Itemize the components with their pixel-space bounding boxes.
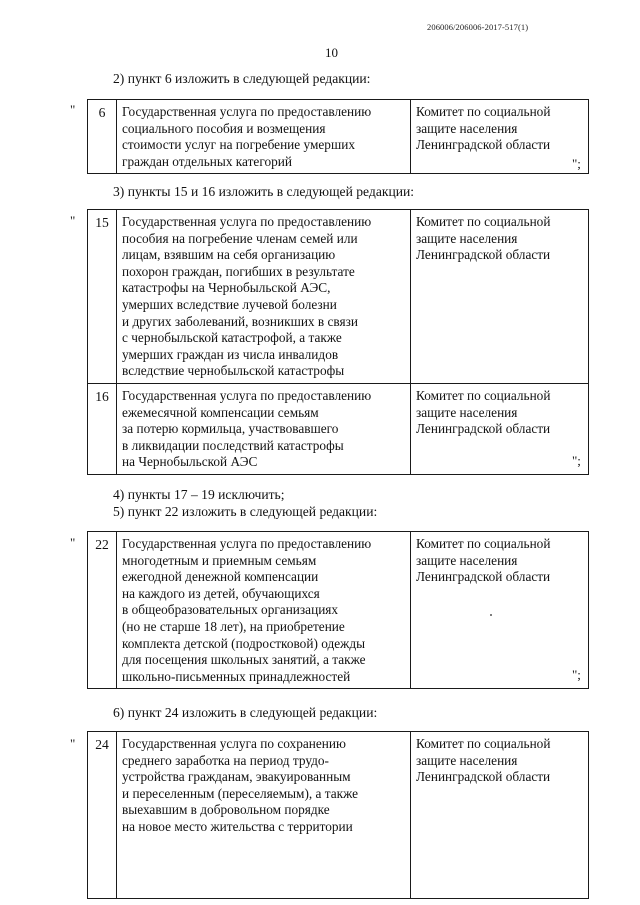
instruction-item-6: 6) пункт 24 изложить в следующей редакции:: [113, 705, 378, 720]
closing-quote: ";: [572, 453, 581, 468]
responsible-agency: [411, 383, 589, 474]
table-row: [88, 210, 589, 384]
description-line: стоимости услуг на погребение умерших: [122, 137, 355, 153]
agency-line: защите населения: [416, 404, 518, 420]
closing-quote: ";: [572, 156, 581, 171]
description-line: похорон граждан, погибших в результате: [122, 263, 355, 279]
table-row: [88, 383, 589, 474]
amendment-table-items-15-16: [87, 209, 589, 475]
instruction-item-3: 3) пункты 15 и 16 изложить в следующей редакции:: [113, 184, 415, 199]
description-line: вследствие чернобыльской катастрофы: [122, 363, 345, 379]
opening-quote: ": [70, 736, 76, 751]
description-line: (но не старше 18 лет), на приобретение: [122, 618, 345, 634]
instruction-item-2: 2) пункт 6 изложить в следующей редакции:: [113, 71, 371, 86]
description-line: в общеобразовательных организациях: [122, 602, 339, 618]
description-line: на каждого из детей, обучающихся: [122, 585, 320, 601]
responsible-agency: [411, 532, 589, 689]
description-line: Государственная услуга по предоставлению: [122, 387, 372, 403]
description-line: в ликвидации последствий катастрофы: [122, 437, 344, 453]
document-id: 206006/206006-2017-517(1): [427, 22, 529, 32]
description-line: ежемесячной компенсации семьям: [122, 404, 319, 420]
instruction-item-5: 5) пункт 22 изложить в следующей редакции:: [113, 504, 378, 519]
description-line: Государственная услуга по предоставлению: [122, 536, 372, 551]
description-line: многодетным и приемным семьям: [122, 552, 317, 568]
opening-quote: ": [70, 213, 76, 228]
description-line: умерших граждан из числа инвалидов: [122, 346, 339, 362]
agency-line: защите населения: [416, 752, 518, 768]
agency-line: Комитет по социальной: [416, 214, 551, 229]
service-description: [117, 732, 411, 899]
description-line: школьно-письменных принадлежностей: [122, 668, 351, 684]
scan-speck: [490, 614, 492, 616]
service-description: [117, 383, 411, 474]
service-description: [117, 532, 411, 689]
description-line: пособия на погребение членам семей или: [122, 230, 358, 246]
responsible-agency: [411, 732, 589, 899]
description-line: устройства гражданам, эвакуированным: [122, 769, 351, 785]
agency-line: Ленинградской области: [416, 769, 551, 785]
item-number: 6: [88, 100, 117, 174]
description-line: и других заболеваний, возникших в связи: [122, 313, 358, 329]
responsible-agency: [411, 100, 589, 174]
agency-line: Ленинградской области: [416, 137, 551, 153]
agency-line: Комитет по социальной: [416, 536, 551, 551]
agency-line: Ленинградской области: [416, 569, 551, 585]
item-number: 15: [88, 210, 117, 384]
service-description: [117, 100, 411, 174]
description-line: ежегодной денежной компенсации: [122, 569, 319, 585]
service-description: [117, 210, 411, 384]
amendment-table-item-22: [87, 531, 589, 689]
agency-line: защите населения: [416, 230, 518, 246]
responsible-agency: [411, 210, 589, 384]
agency-line: Комитет по социальной: [416, 104, 551, 119]
description-line: с чернобыльской катастрофой, а также: [122, 330, 342, 346]
table-row: [88, 532, 589, 689]
description-line: лицам, взявшим на себя организацию: [122, 247, 336, 263]
item-number: 16: [88, 383, 117, 474]
agency-line: защите населения: [416, 120, 518, 136]
table-row: [88, 100, 589, 174]
opening-quote: ": [70, 535, 76, 550]
description-line: Государственная услуга по сохранению: [122, 736, 346, 751]
description-line: среднего заработка на период трудо-: [122, 752, 329, 768]
description-line: Государственная услуга по предоставлению: [122, 214, 372, 229]
description-line: катастрофы на Чернобыльской АЭС,: [122, 280, 331, 296]
agency-line: Комитет по социальной: [416, 736, 551, 751]
description-line: Государственная услуга по предоставлению: [122, 104, 372, 119]
item-number: 22: [88, 532, 117, 689]
amendment-table-item-6: [87, 99, 589, 174]
description-line: умерших вследствие лучевой болезни: [122, 296, 337, 312]
description-line: за потерю кормильца, участвовавшего: [122, 421, 339, 437]
description-line: социального пособия и возмещения: [122, 120, 326, 136]
description-line: на новое место жительства с территории: [122, 818, 353, 834]
agency-line: Комитет по социальной: [416, 387, 551, 403]
description-line: граждан отдельных категорий: [122, 153, 292, 169]
amendment-table-item-24: [87, 731, 589, 899]
item-number: 24: [88, 732, 117, 899]
instruction-item-4: 4) пункты 17 – 19 исключить;: [113, 487, 285, 502]
page-number: 10: [325, 45, 338, 60]
description-line: для посещения школьных занятий, а также: [122, 652, 366, 668]
agency-line: защите населения: [416, 552, 518, 568]
opening-quote: ": [70, 102, 76, 117]
description-line: комплекта детской (подростковой) одежды: [122, 635, 366, 651]
agency-line: Ленинградской области: [416, 421, 551, 437]
description-line: выехавшим в добровольном порядке: [122, 802, 330, 818]
agency-line: Ленинградской области: [416, 247, 551, 263]
closing-quote: ";: [572, 667, 581, 682]
description-line: на Чернобыльской АЭС: [122, 454, 258, 470]
description-line: и переселенным (переселяемым), а также: [122, 785, 359, 801]
table-row: [88, 732, 589, 899]
